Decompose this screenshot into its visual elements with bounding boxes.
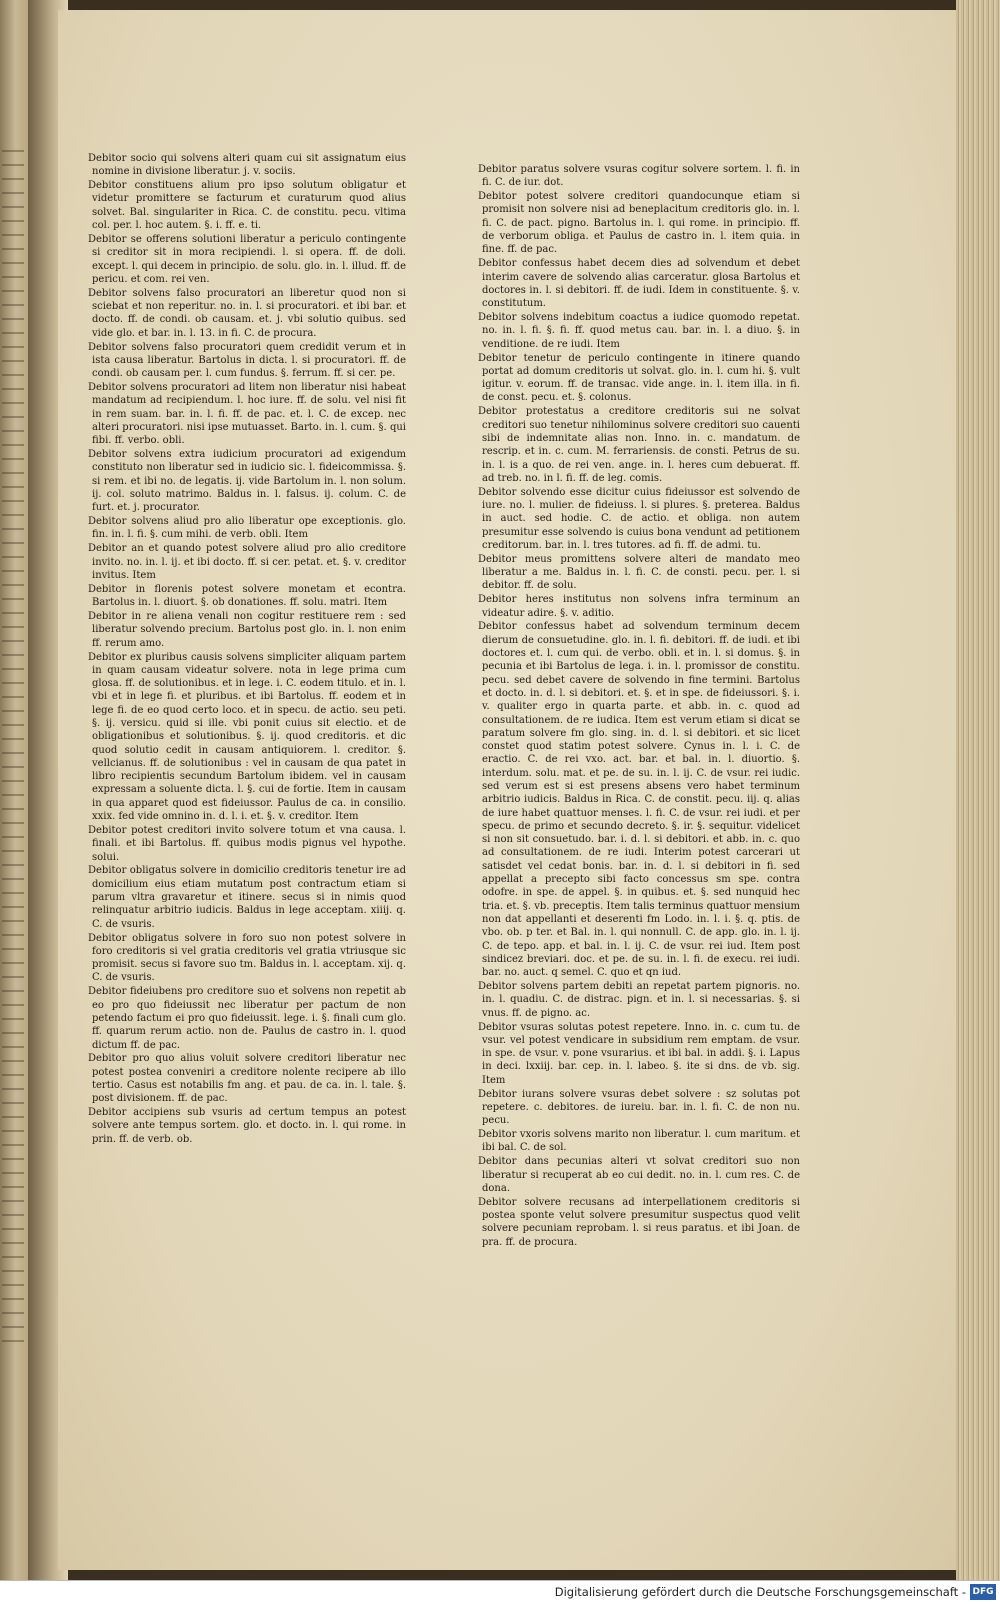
text-entry: Debitor an et quando potest solvere aliud pro alio creditore invito. no. in. l. ij. et ibi docto. ff. si cer. petat. et. §. v. creditor invitus. Item	[88, 543, 406, 581]
text-entry: Debitor ex pluribus causis solvens simpliciter aliquam partem in quam causam videatur solvere. nota in lege prima cum glosa. ff. de solutionibus. et in lege. i. C. eodem titulo. et in. l. vbi et in lege fi. et pluribus. et ibi Bartolus. ff. eodem et in lege fi. de eo quod certo loco. et in specu. de actio. seu peti. §. ij. versicu. quid si ille. vbi ponit cuius sit electio. et de obligationibus et solutionibus. §. ij. quod creditoris. et dic quod solutio cedit in causam antiquiorem. l. creditor. §. vellcianus. ff. de solutionibus : vel in causam de qua patet in libro recipientis secundum Bartolum ibidem. vel in causam expressam a soluente dicta. l. §. cui de fortie. Item in causam in qua apparet quod est fideiussor. Paulus de ca. in consilio. xxix. fed vide omnino in. d. l. i. et. §. v. creditor. Item	[88, 651, 406, 823]
text-entry: Debitor solvere recusans ad interpellationem creditoris si postea sponte velut solvere presumitur suspectus quod velit solvere pecuniam reprobam. l. si reus paratus. et ibi Joan. de pra. ff. de procura.	[478, 1196, 800, 1248]
text-entry: Debitor obligatus solvere in foro suo non potest solvere in foro creditoris si vel gratia creditoris vel gratia vtriusque sic promisit. secus si favore suo tm. Baldus in. l. acceptam. xij. q. C. de vsuris.	[88, 932, 406, 984]
text-entry: Debitor in florenis potest solvere monetam et econtra. Bartolus in. l. diuort. §. ob donationes. ff. solu. matri. Item	[88, 583, 406, 609]
text-entry: Debitor heres institutus non solvens infra terminum an videatur adire. §. v. aditio.	[478, 594, 800, 619]
text-entry: Debitor solvens falso procuratori an liberetur quod non si sciebat et non reperitur. no. in. l. si procuratori. et ibi bar. et docto. ff. de condi. ob causam. et. j. vbi solutio quibus. sed vide glo. et bar. in. l. 13. in fi. C. de procura.	[88, 287, 406, 339]
text-entry: Debitor constituens alium pro ipso solutum obligatur et videtur promittere se facturum et curaturum quod alius solvet. Bal. singulariter in Rica. C. de constitu. pecu. vltima col. per. l. hoc autem. §. i. ff. e. ti.	[88, 180, 406, 232]
text-entry: Debitor vsuras solutas potest repetere. Inno. in. c. cum tu. de vsur. vel potest vendicare in subsidium rem emptam. de vsur. in spe. de vsur. v. pone vsurarius. et ibi bal. in addi. §. i. Lapus in deci. lxxiij. bar. cep. in. l. labeo. §. ite si dns. de vb. sig. Item	[478, 1021, 800, 1086]
text-entry: Debitor tenetur de periculo contingente in itinere quando portat ad domum creditoris ut solvat. glo. in. l. cum hi. §. vult igitur. v. eorum. ff. de transac. vide ange. in. l. item illa. in fi. de const. pecu. et. §. colonus.	[478, 352, 800, 404]
text-entry: Debitor solvens falso procuratori quem credidit verum et in ista causa liberatur. Bartolus in dicta. l. si procuratori. ff. de condi. ob causam per. l. cum fundus. §. ferrum. ff. si cer. pe.	[88, 341, 406, 380]
left-page-text-sliver	[2, 150, 24, 1350]
text-entry: Debitor solvens procuratori ad litem non liberatur nisi habeat mandatum ad recipiendum. l. hoc iure. ff. de solu. vel nisi fit in rem suam. bar. in. l. fi. ff. de pac. et. l. C. de excep. nec alteri procuratori. nisi ipse mutuasset. Barto. in. l. cum. §. qui fibi. ff. verbo. obli.	[88, 382, 406, 447]
text-entry: Debitor se offerens solutioni liberatur a periculo contingente si creditor sit in mora recipiendi. l. si opera. ff. de doli. except. l. qui decem in principio. de solu. glo. in. l. illud. ff. de pericu. et com. rei ven.	[88, 233, 406, 285]
text-entry: Debitor solvens extra iudicium procuratori ad exigendum constituto non liberatur sed in iudicio sic. l. fideicommissa. §. si rem. et ibi no. de legatis. ij. vide Bartolum in. l. non solum. ij. col. soluto matrimo. Baldus in. l. falsus. ij. colum. C. de furt. et. j. procurator.	[88, 449, 406, 514]
text-entry: Debitor dans pecunias alteri vt solvat creditori suo non liberatur si recuperat ab eo cui dedit. no. in. l. cum res. C. de dona.	[478, 1156, 800, 1194]
text-entry: Debitor solvens partem debiti an repetat partem pignoris. no. in. l. quadiu. C. de distrac. pign. et in. l. si necessarias. §. si vnus. ff. de pigno. ac.	[478, 981, 800, 1019]
text-entry: Debitor socio qui solvens alteri quam cui sit assignatum eius nomine in divisione liberatur. j. v. sociis.	[88, 153, 406, 178]
text-entry: Debitor confessus habet decem dies ad solvendum et debet interim cavere de solvendo alias carceratur. glosa Bartolus et doctores in. l. si debitori. ff. de iudi. Idem in constituente. §. v. constitutum.	[478, 258, 800, 310]
text-entry: Debitor fideiubens pro creditore suo et solvens non repetit ab eo pro quo fideiussit nec liberatur per pactum de non petendo factum ei pro quo fideiussit. lege. i. §. finali cum glo. ff. quarum rerum actio. non de. Paulus de castro in. l. quod dictum ff. de pac.	[88, 986, 406, 1051]
text-entry: Debitor accipiens sub vsuris ad certum tempus an potest solvere ante tempus sortem. glo. et docto. in. l. qui rome. in prin. ff. de verb. ob.	[88, 1107, 406, 1145]
funding-credit: Digitalisierung gefördert durch die Deutsche Forschungsgemeinschaft -	[554, 1585, 966, 1599]
text-entry: Debitor potest solvere creditori quandocunque etiam si promisit non solvere nisi ad beneplacitum creditoris glo. in. l. fi. C. de pact. pigno. Bartolus in. l. qui rome. in principio. ff. de verborum obliga. et Paulus de castro in. l. item quia. in fine. ff. de pac.	[478, 191, 800, 256]
text-entry: Debitor meus promittens solvere alteri de mandato meo liberatur a me. Baldus in. l. fi. C. de consti. pecu. per. l. si debitor. ff. de solu.	[478, 553, 800, 592]
text-entry: Debitor protestatus a creditore creditoris sui ne solvat creditori suo tenetur nihilominus solvere creditori suo cauenti sibi de indemnitate alias non. Inno. in. c. mandatum. de rescrip. et in. c. cum. M. ferrariensis. de consti. Petrus de su. in. l. is a quo. de rei ven. ange. in. l. heres cum debuerat. ff. ad treb. no. in l. fi. ff. de leg. comis.	[478, 406, 800, 484]
text-entry: Debitor solvens aliud pro alio liberatur ope exceptionis. glo. fin. in. l. fi. §. cum mihi. de verb. obli. Item	[88, 516, 406, 541]
left-page-edge	[0, 0, 28, 1580]
text-entry: Debitor in re aliena venali non cogitur restituere rem : sed liberatur solvendo precium. Bartolus post glo. in. l. non enim ff. rerum amo.	[88, 611, 406, 649]
page-fore-edge	[956, 0, 1000, 1580]
text-entry: Debitor iurans solvere vsuras debet solvere : sz solutas pot repetere. c. debitores. de iureiu. bar. in. l. fi. C. de non nu. pecu.	[478, 1088, 800, 1127]
text-entry: Debitor potest creditori invito solvere totum et vna causa. l. finali. et ibi Bartolus. ff. quibus modis pignus vel hypothe. solui.	[88, 824, 406, 863]
text-entry: Debitor paratus solvere vsuras cogitur solvere sortem. l. fi. in fi. C. de iur. dot.	[478, 164, 800, 189]
text-entry: Debitor pro quo alius voluit solvere creditori liberatur nec potest postea conveniri a creditore nolente recipere ab illo tertio. Casus est notabilis fm ang. et pau. de ca. in. l. tale. §. post divisionem. ff. de pac.	[88, 1053, 406, 1105]
text-entry: Debitor solvens indebitum coactus a iudice quomodo repetat. no. in. l. fi. §. fi. ff. quod metus cau. bar. in. l. a diuo. §. in venditione. de re iudi. Item	[478, 312, 800, 350]
footer-bar	[0, 1580, 1000, 1604]
text-entry: Debitor confessus habet ad solvendum terminum decem dierum de consuetudine. glo. in. l. fi. debitori. ff. de iudi. et ibi doctores et. l. cum qui. de verbo. obli. et in. l. si domus. §. in pecunia et ibi Bartolus de lega. i. in. l. promissor de constitu. pecu. sed debet cavere de solvendo in fine termini. Bartolus et docto. in. d. l. si debitori. et. §. et in spe. de fideiussori. §. i. v. qualiter ergo in quarta parte. et abb. in. c. quod ad consultationem. de re iudica. Item est verum etiam si dicat se paratum solvere fm glo. sing. in. d. l. si debitori. et sic licet constet quod statim potest solvere. Cynus in. l. i. C. de eractio. C. de rei vxo. act. bar. et bal. in. l. diuortio. §. interdum. solu. mat. et pe. de su. in. l. ij. C. de vsur. rei iudic. sed verum est si est presens absens vero habet terminum arbitrio iudicis. Baldus in Rica. C. de constit. pecu. iij. q. alias de iure habet quattuor menses. l. fi. C. de vsur. rei iudi. et per specu. de primo et secundo decreto. §. ir. §. sequitur. videlicet si non sit consuetudo. bar. i. d. l. si debitori. et abb. in. c. quo ad consultationem. de re iudi. Interim potest carcerari ut satisdet vel cedat bonis. bar. in. d. l. si debitori in fi. sed appellat a precepto sibi facto concessus sm spe. contra odofre. in spe. de appel. §. in quibus. et. §. sed nunquid hec tria. et. §. vb. preceptis. Item talis terminus quattuor mensium non dat appellanti et deserenti fm Lodo. in. l. i. §. q. ptis. de vbo. ob. p ter. et Bal. in. l. qui nonnull. C. de app. glo. in. l. ij. C. de tepo. app. et bal. in. l. ij. C. de vsur. rei iud. Item post sindicez breviari. doc. et pe. de su. in. l. fi. de execu. rei iudi. bar. no. auct. q semel. C. quo et qn iud.	[478, 621, 800, 979]
text-entry: Debitor solvendo esse dicitur cuius fideiussor est solvendo de iure. no. l. mulier. de fideiuss. l. si plures. §. preterea. Baldus in auct. sed hodie. C. de actio. et obliga. non autem presumitur esse solvendo is cuius bona vendunt ad petitionem creditorum. bar. in. l. tres tutores. ad fi. ff. de admi. tu.	[478, 486, 800, 551]
right-text-column	[478, 163, 800, 1250]
dfg-logo: DFG	[970, 1584, 996, 1600]
text-entry: Debitor vxoris solvens marito non liberatur. l. cum maritum. et ibi bal. C. de sol.	[478, 1129, 800, 1154]
text-entry: Debitor obligatus solvere in domicilio creditoris tenetur ire ad domicilium eius etiam mutatum post contractum etiam si parum vltra gravaretur et itinere. secus si in nimis quod relinquatur arbitrio iudicis. Baldus in lege acceptam. xiiij. q. C. de vsuris.	[88, 865, 406, 930]
left-text-column	[88, 152, 406, 1147]
